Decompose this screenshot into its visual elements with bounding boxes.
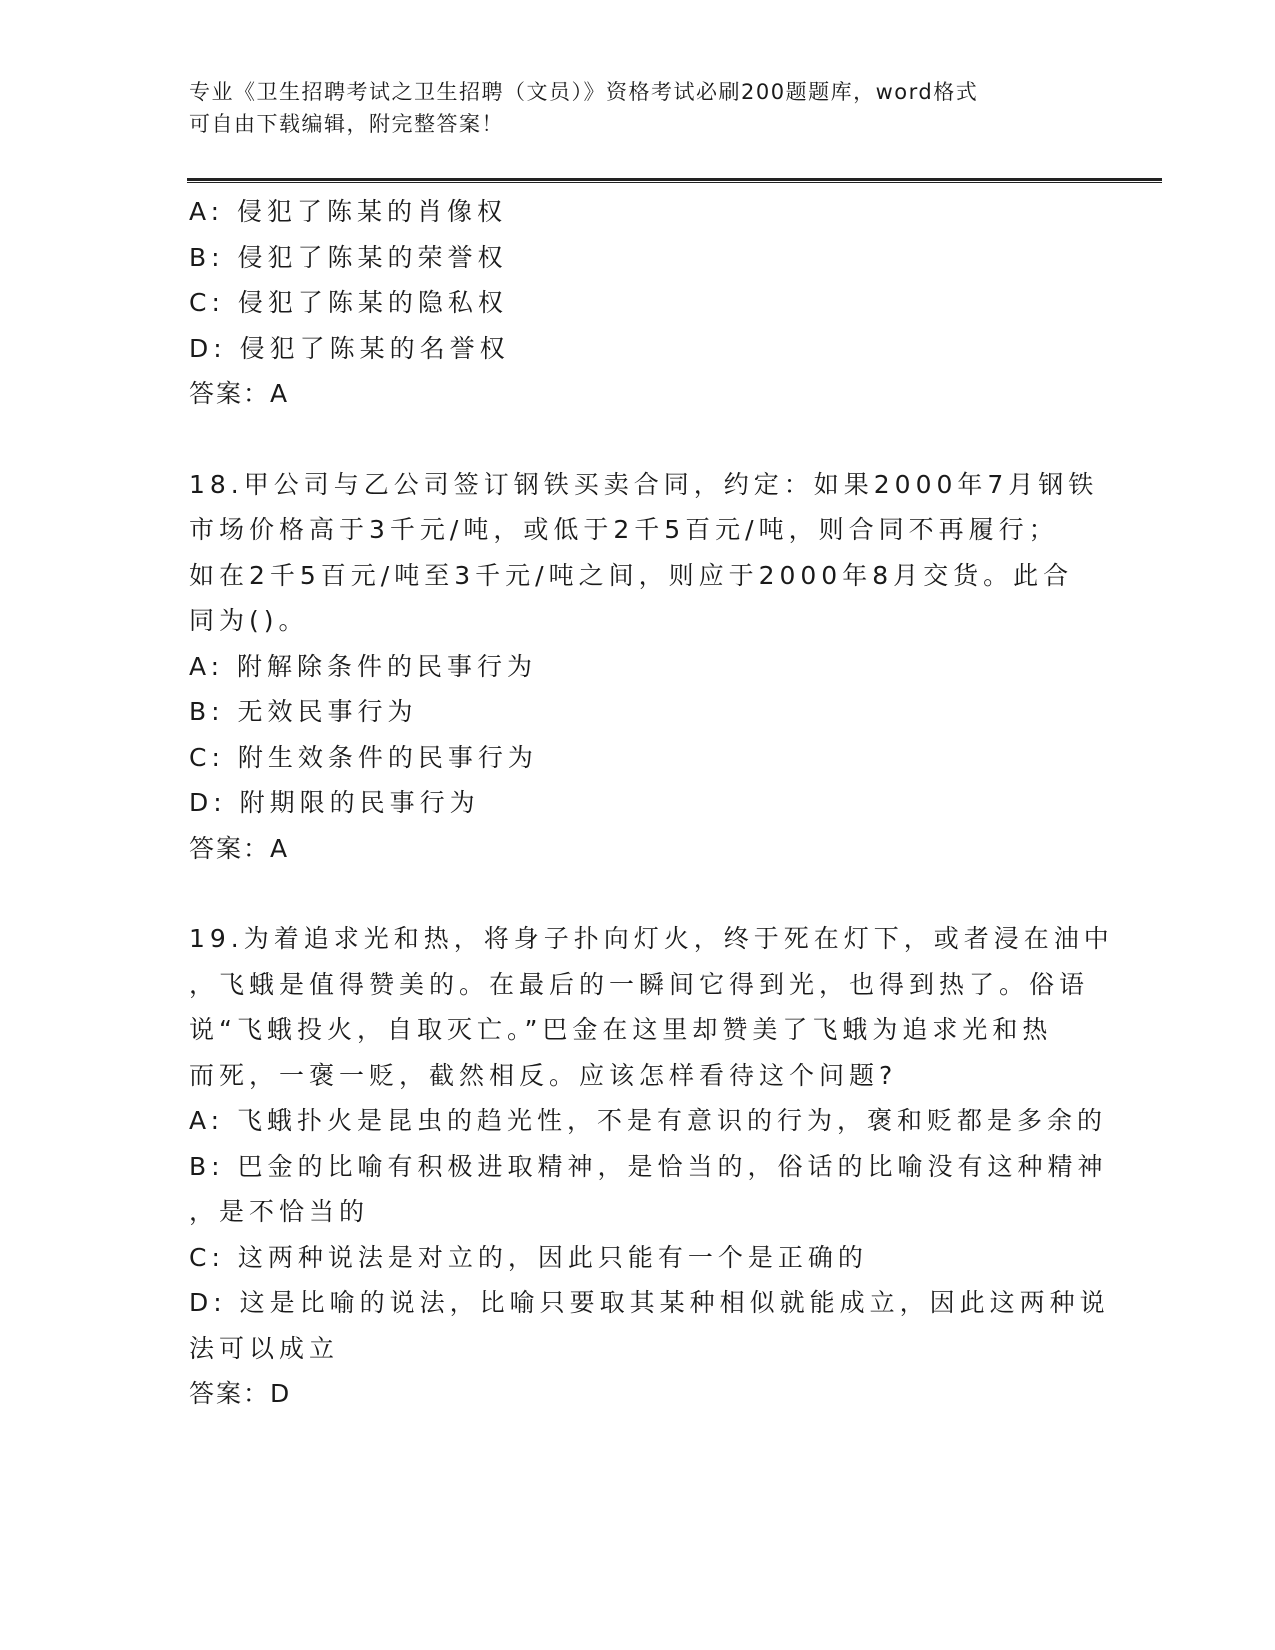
- question-19: [189, 916, 1114, 1417]
- question-content: [189, 189, 1114, 1417]
- question-stem-line: 19.为着追求光和热，将身子扑向灯火，终于死在灯下，或者浸在油中: [189, 924, 1114, 953]
- answer: 答案：D: [189, 1379, 292, 1408]
- option-c: C: 这两种说法是对立的，因此只能有一个是正确的: [189, 1242, 868, 1272]
- header-title-line-2: 可自由下载编辑，附完整答案！: [189, 112, 504, 136]
- header-title-line-1: 专业《卫生招聘考试之卫生招聘（文员）》资格考试必刷200题题库，word格式: [189, 80, 979, 104]
- question-stem-line: 而死，一褒一贬，截然相反。应该怎样看待这个问题?: [189, 1060, 898, 1090]
- option-a: A: 飞蛾扑火是昆虫的趋光性，不是有意识的行为，褒和贬都是多余的: [189, 1106, 1108, 1135]
- question-stem-line: ，飞蛾是值得赞美的。在最后的一瞬间它得到光，也得到热了。俗语: [189, 969, 1090, 999]
- option-a: A: 附解除条件的民事行为: [189, 651, 538, 681]
- question-stem-line: 如在2千5百元/吨至3千元/吨之间，则应于2000年8月交货。此合: [189, 560, 1074, 590]
- header-divider: [187, 178, 1162, 183]
- option-c: C: 侵犯了陈某的隐私权: [189, 288, 508, 317]
- option-b-continued: ，是不恰当的: [189, 1197, 370, 1226]
- question-17: [189, 189, 1089, 417]
- option-b: B: 巴金的比喻有积极进取精神，是恰当的，俗话的比喻没有这种精神: [189, 1151, 1108, 1181]
- question-stem-line: 18.甲公司与乙公司签订钢铁买卖合同，约定：如果2000年7月钢铁: [189, 469, 1099, 499]
- option-b: B: 侵犯了陈某的荣誉权: [189, 242, 508, 272]
- answer: 答案：A: [189, 379, 290, 408]
- option-d: D: 这是比喻的说法，比喻只要取其某种相似就能成立，因此这两种说: [189, 1288, 1110, 1317]
- question-stem-line: 市场价格高于3千元/吨，或低于2千5百元/吨，则合同不再履行；: [189, 515, 1059, 544]
- spacer: [189, 417, 1089, 462]
- spacer: [189, 871, 1089, 916]
- answer: 答案：A: [189, 833, 290, 863]
- question-stem-line: 说“飞蛾投火，自取灭亡。”巴金在这里却赞美了飞蛾为追求光和热: [189, 1015, 1053, 1044]
- option-b: B: 无效民事行为: [189, 697, 418, 726]
- document-header: [189, 76, 1089, 140]
- option-d-continued: 法可以成立: [189, 1333, 340, 1363]
- question-stem-line: 同为()。: [189, 606, 309, 635]
- question-18: [189, 462, 1099, 872]
- option-d: D: 附期限的民事行为: [189, 788, 480, 817]
- option-c: C: 附生效条件的民事行为: [189, 742, 538, 772]
- option-a: A: 侵犯了陈某的肖像权: [189, 197, 508, 226]
- option-d: D: 侵犯了陈某的名誉权: [189, 333, 510, 363]
